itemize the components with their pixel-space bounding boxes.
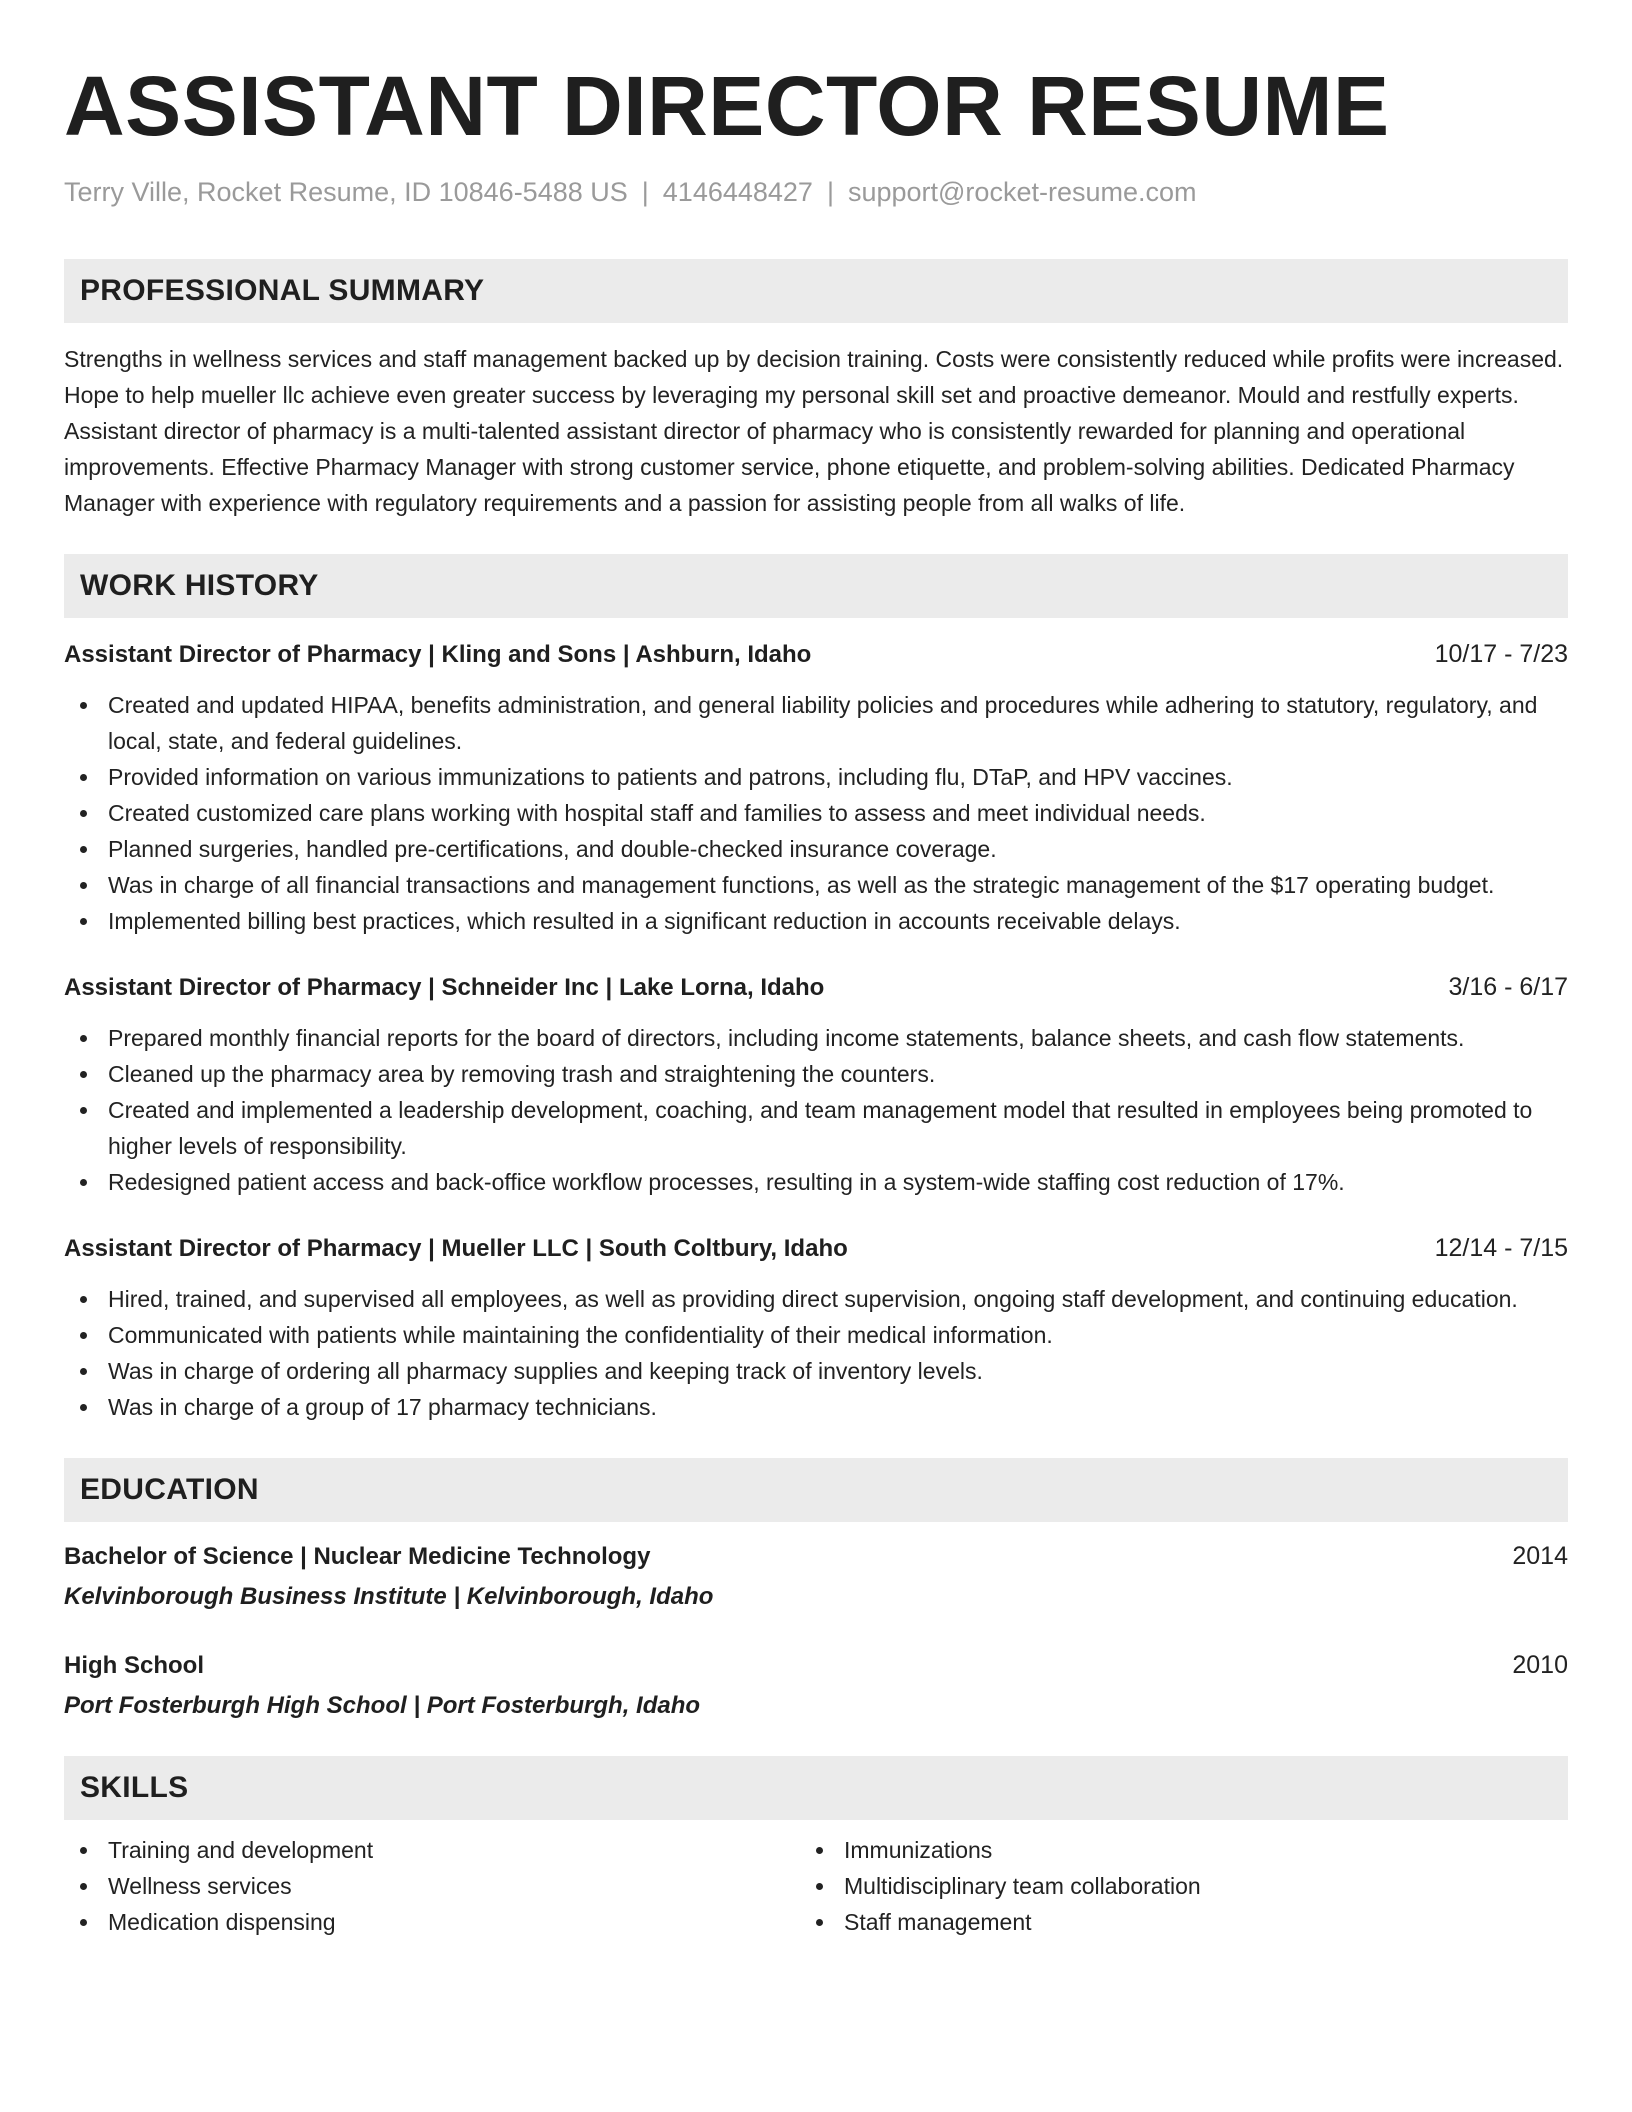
- job-bullet: [108, 795, 1568, 831]
- skill-item: [844, 1904, 1536, 1940]
- job-bullet-list: [64, 1281, 1568, 1425]
- job-bullet-list: [64, 687, 1568, 939]
- education-entry: [64, 1538, 1568, 1615]
- skill-item: [844, 1868, 1536, 1904]
- job-title: Assistant Director of Pharmacy | Kling and Sons | Ashburn, Idaho: [64, 641, 812, 668]
- bullet-dot-icon: [816, 1847, 823, 1854]
- bullet-dot-icon: [80, 846, 87, 853]
- skills-column-left: [64, 1832, 800, 1940]
- bullet-dot-icon: [80, 1071, 87, 1078]
- bullet-dot-icon: [80, 1919, 87, 1926]
- bullet-dot-icon: [80, 1332, 87, 1339]
- contact-line: [64, 174, 1568, 210]
- job-header: [64, 969, 1568, 1006]
- job-bullet: [108, 1020, 1568, 1056]
- job-entry: [64, 969, 1568, 1200]
- job-dates: 12/14 - 7/15: [1434, 1234, 1568, 1262]
- job-bullet: [108, 903, 1568, 939]
- skill-text: Medication dispensing: [108, 1909, 336, 1935]
- education-school: Kelvinborough Business Institute | Kelvinborough, Idaho: [64, 1583, 714, 1610]
- job-dates: 3/16 - 6/17: [1448, 973, 1568, 1001]
- bullet-text: Created and implemented a leadership development, coaching, and team management model that resulted in employees being promoted to higher levels of responsibility.: [108, 1097, 1533, 1159]
- contact-email: support@rocket-resume.com: [847, 177, 1197, 207]
- job-bullet: [108, 831, 1568, 867]
- bullet-text: Planned surgeries, handled pre-certifications, and double-checked insurance coverage.: [108, 836, 997, 862]
- education-school: Port Fosterburgh High School | Port Fosterburgh, Idaho: [64, 1692, 701, 1719]
- work-history-heading: WORK HISTORY: [64, 554, 1568, 618]
- job-header: [64, 1230, 1568, 1267]
- bullet-dot-icon: [80, 1847, 87, 1854]
- summary-heading: PROFESSIONAL SUMMARY: [64, 259, 1568, 323]
- bullet-dot-icon: [80, 1883, 87, 1890]
- skill-text: Staff management: [844, 1909, 1032, 1935]
- job-bullet: [108, 1317, 1568, 1353]
- job-bullet: [108, 1092, 1568, 1164]
- education-degree: High School: [64, 1652, 204, 1679]
- bullet-text: Created customized care plans working with hospital staff and families to assess and meet individual needs.: [108, 800, 1206, 826]
- skill-item: [108, 1904, 800, 1940]
- job-dates: 10/17 - 7/23: [1434, 640, 1568, 668]
- bullet-dot-icon: [80, 1035, 87, 1042]
- bullet-dot-icon: [80, 774, 87, 781]
- bullet-text: Provided information on various immunizations to patients and patrons, including flu, DTaP, and HPV vaccines.: [108, 764, 1233, 790]
- skills-list: [64, 1832, 1568, 1940]
- education-header: [64, 1538, 1568, 1575]
- job-header: [64, 636, 1568, 673]
- job-bullet: [108, 1389, 1568, 1425]
- bullet-dot-icon: [80, 882, 87, 889]
- job-bullet-list: [64, 1020, 1568, 1200]
- bullet-text: Implemented billing best practices, which resulted in a significant reduction in accounts receivable delays.: [108, 908, 1181, 934]
- bullet-dot-icon: [80, 702, 87, 709]
- skill-text: Multidisciplinary team collaboration: [844, 1873, 1201, 1899]
- bullet-dot-icon: [816, 1883, 823, 1890]
- job-entry: [64, 636, 1568, 939]
- skill-text: Training and development: [108, 1837, 374, 1863]
- bullet-text: Was in charge of ordering all pharmacy supplies and keeping track of inventory levels.: [108, 1358, 983, 1384]
- education-degree: Bachelor of Science | Nuclear Medicine Technology: [64, 1543, 651, 1570]
- bullet-text: Redesigned patient access and back-office workflow processes, resulting in a system-wide staffing cost reduction of 17%.: [108, 1169, 1345, 1195]
- job-bullet: [108, 759, 1568, 795]
- job-bullet: [108, 1164, 1568, 1200]
- skill-item: [844, 1832, 1536, 1868]
- contact-address: Terry Ville, Rocket Resume, ID 10846-5488 US: [64, 177, 628, 207]
- bullet-dot-icon: [80, 918, 87, 925]
- job-bullet: [108, 1353, 1568, 1389]
- education-header: [64, 1647, 1568, 1684]
- job-bullet: [108, 867, 1568, 903]
- skill-item: [108, 1832, 800, 1868]
- skill-text: Immunizations: [844, 1837, 993, 1863]
- job-title: Assistant Director of Pharmacy | Mueller LLC | South Coltbury, Idaho: [64, 1235, 848, 1262]
- education-year: 2010: [1512, 1651, 1568, 1679]
- summary-text: Strengths in wellness services and staff management backed up by decision training. Costs were consistently reduced while profits were increased. Hope to help mueller llc achieve even greater success by leveraging my personal skill set and proactive demeanor. Mould and restfully experts. Assistant director of pharmacy is a multi-talented assistant director of pharmacy who is consistently rewarded for planning and operational improvements. Effective Pharmacy Manager with strong customer service, phone etiquette, and problem-solving abilities. Dedicated Pharmacy Manager with experience with regulatory requirements and a passion for assisting people from all walks of life.: [64, 346, 1564, 516]
- skill-item: [108, 1868, 800, 1904]
- contact-separator: |: [641, 177, 649, 207]
- bullet-text: Cleaned up the pharmacy area by removing trash and straightening the counters.: [108, 1061, 936, 1087]
- education-year: 2014: [1512, 1542, 1568, 1570]
- bullet-dot-icon: [80, 1368, 87, 1375]
- bullet-dot-icon: [80, 1107, 87, 1114]
- skills-heading: SKILLS: [64, 1756, 1568, 1820]
- bullet-text: Created and updated HIPAA, benefits administration, and general liability policies and procedures while adhering to statutory, regulatory, and local, state, and federal guidelines.: [108, 692, 1538, 754]
- bullet-text: Communicated with patients while maintaining the confidentiality of their medical information.: [108, 1322, 1053, 1348]
- bullet-text: Hired, trained, and supervised all employees, as well as providing direct supervision, ongoing staff development, and continuing education.: [108, 1286, 1518, 1312]
- bullet-dot-icon: [80, 1179, 87, 1186]
- bullet-dot-icon: [816, 1919, 823, 1926]
- job-bullet: [108, 1281, 1568, 1317]
- bullet-dot-icon: [80, 1404, 87, 1411]
- job-bullet: [108, 1056, 1568, 1092]
- bullet-text: Was in charge of all financial transactions and management functions, as well as the strategic management of the $17 operating budget.: [108, 872, 1495, 898]
- education-entry: [64, 1647, 1568, 1724]
- job-bullet: [108, 687, 1568, 759]
- job-entry: [64, 1230, 1568, 1425]
- skills-column-right: [800, 1832, 1536, 1940]
- bullet-text: Was in charge of a group of 17 pharmacy technicians.: [108, 1394, 657, 1420]
- resume-title: ASSISTANT DIRECTOR RESUME: [64, 59, 1390, 153]
- skill-text: Wellness services: [108, 1873, 292, 1899]
- bullet-dot-icon: [80, 1296, 87, 1303]
- bullet-dot-icon: [80, 810, 87, 817]
- education-heading: EDUCATION: [64, 1458, 1568, 1522]
- bullet-text: Prepared monthly financial reports for the board of directors, including income statements, balance sheets, and cash flow statements.: [108, 1025, 1465, 1051]
- job-title: Assistant Director of Pharmacy | Schneider Inc | Lake Lorna, Idaho: [64, 974, 825, 1001]
- contact-separator: |: [826, 177, 834, 207]
- contact-phone: 4146448427: [662, 177, 813, 207]
